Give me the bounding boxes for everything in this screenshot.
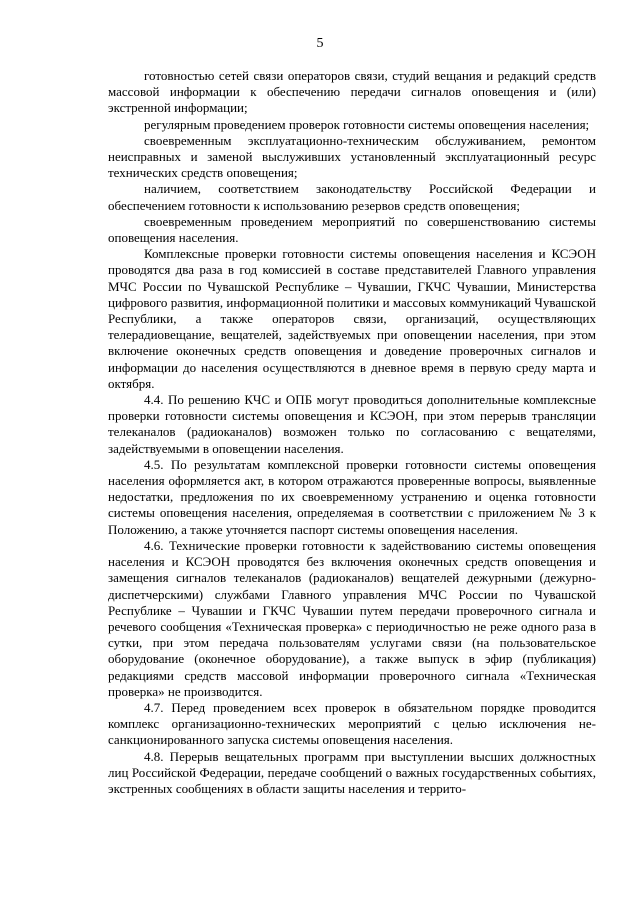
paragraph-regular-checks: регулярным проведением проверок готовности системы оповещения населения; xyxy=(144,116,590,132)
paragraph-4-7: 4.7. Перед проведением всех проверок в обязательном порядке проводится комплекс организационно-технических мероприятий с целью исключения несанкционированного запуска системы оповещения населения. xyxy=(108,699,596,748)
paragraph-readiness-networks: готовностью сетей связи операторов связи, студий вещания и редакций средств массовой информации к обеспечению передачи сигналов оповещения и (или) экстренной информации; xyxy=(108,68,596,116)
paragraph-4-6: 4.6. Технические проверки готовности к задействованию системы оповещения населения и КСЭОН проводятся без включения оконечных средств оповещения и замещения сигналов телеканалов (радиоканалов) вещателей дежурными (дежурно-диспетчерскими) службами Главного управления МЧС России по Чувашской Республике – Чувашии и ГКЧС Чувашии путем передачи проверочного сигнала и речевого сообщения «Техническая проверка» с периодичностью не реже одного раза в сутки, при этом передача пользователям услугами связи (на пользовательское оборудование (оконечное оборудование), а также выпуск в эфир (публикация) редакциями средств массовой информации проверочного сигнала «Техническая проверка» не производится. xyxy=(108,537,596,699)
document-body xyxy=(108,68,596,797)
page-number: 5 xyxy=(316,36,324,51)
paragraph-4-5: 4.5. По результатам комплексной проверки готовности системы оповещения населения оформляется акт, в котором отражаются проверенные вопросы, выявленные недостатки, предложения по их своевременному устранению и оценка готовности системы оповещения населения, определяемая в соответствии с приложением № 3 к Положению, а также уточняется паспорт системы оповещения населения. xyxy=(108,456,596,537)
paragraph-reserves: наличием, соответствием законодательству Российской Федерации и обеспечением готовности к использованию резервов средств оповещения; xyxy=(108,181,596,213)
paragraph-improvement: своевременным проведением мероприятий по совершенствованию системы оповещения населения. xyxy=(108,213,596,246)
paragraph-complex-checks: Комплексные проверки готовности системы оповещения населения и КСЭОН проводятся два раза в год комиссией в составе представителей Главного управления МЧС России по Чувашской Республике – Чувашии, ГКЧС Чувашии, Министерства цифрового развития, информационной политики и массовых коммуникаций Чувашской Республики, а также операторов связи, организаций, осуществляющих телерадиовещание, вещателей, задействуемых при оповещении населения, при этом включение оконечных средств оповещения и доведение проверочных сигналов и информации до населения осуществляются в дневное время в первую среду марта и октября. xyxy=(108,246,596,391)
paragraph-4-4: 4.4. По решению КЧС и ОПБ могут проводиться дополнительные комплексные проверки готовности системы оповещения и КСЭОН, при этом перерыв трансляции телеканалов (радиоканалов) возможен только по согласованию с вещателями, задействуемыми в оповещении населения. xyxy=(108,392,596,456)
paragraph-4-8: 4.8. Перерыв вещательных программ при выступлении высших должностных лиц Российской Федерации, передаче сообщений о важных государственных событиях, экстренных сообщениях в области защиты населения и террито- xyxy=(108,748,596,796)
paragraph-maintenance: своевременным эксплуатационно-техническим обслуживанием, ремонтом неисправных и заменой выслуживших установленный эксплуатационный ресурс технических средств оповещения; xyxy=(108,132,596,181)
